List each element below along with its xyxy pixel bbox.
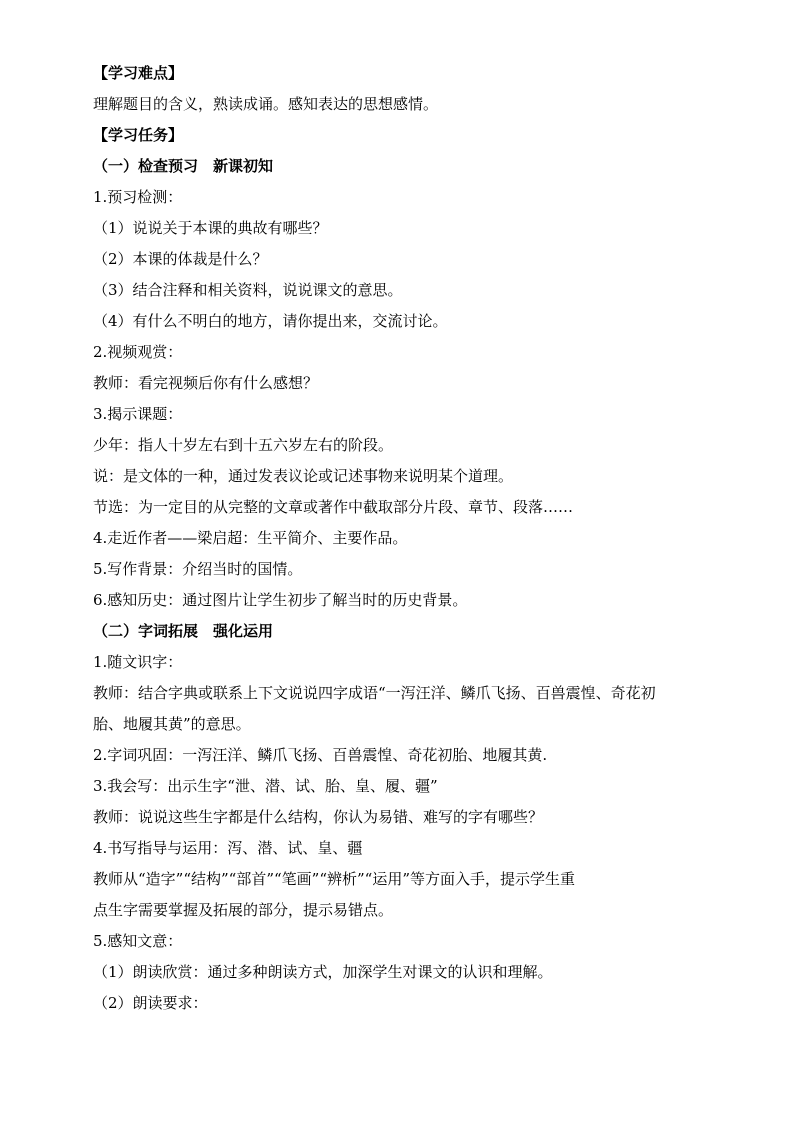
paragraph: 少年：指人十岁左右到十五六岁左右的阶段。 — [93, 436, 394, 454]
heading-learning-difficulties: 【学习难点】 — [93, 64, 184, 82]
list-item: 4.走近作者——梁启超：生平简介、主要作品。 — [93, 529, 408, 547]
paragraph: 教师：看完视频后你有什么感想？ — [93, 374, 319, 392]
paragraph: 点生字需要掌握及拓展的部分，提示易错点。 — [93, 901, 394, 919]
paragraph: 教师：说说这些生字都是什么结构，你认为易错、难写的字有哪些？ — [93, 808, 544, 826]
list-item: 2.字词巩固：一泻汪洋、鳞爪飞扬、百兽震惶、奇花初胎、地履其黄. — [93, 746, 548, 764]
list-item: 6.感知历史：通过图片让学生初步了解当时的历史背景。 — [93, 591, 468, 609]
list-item: 3.揭示课题： — [93, 405, 183, 423]
paragraph: 教师：结合字典或联系上下文说说四字成语“一泻汪洋、鳞爪飞扬、百兽震惶、奇花初 — [93, 684, 656, 702]
paragraph: 说：是文体的一种，通过发表议论或记述事物来说明某个道理。 — [93, 467, 514, 485]
list-item: 5.感知文意： — [93, 932, 183, 950]
sub-list-item: （4）有什么不明白的地方，请你提出来，交流讨论。 — [93, 312, 448, 330]
heading-learning-tasks: 【学习任务】 — [93, 126, 184, 144]
paragraph: 教师从“造字”“结构”“部首”“笔画”“辨析”“运用”等方面入手，提示学生重 — [93, 870, 576, 888]
list-item: 1.预习检测： — [93, 188, 183, 206]
section-heading-vocabulary: （二）字词拓展 强化运用 — [93, 622, 274, 640]
sub-list-item: （3）结合注释和相关资料，说说课文的意思。 — [93, 281, 403, 299]
paragraph: 节选：为一定目的从完整的文章或著作中截取部分片段、章节、段落…… — [93, 498, 574, 516]
list-item: 2.视频观赏： — [93, 343, 183, 361]
document-page — [93, 58, 713, 1019]
sub-list-item: （1）说说关于本课的典故有哪些？ — [93, 219, 328, 237]
paragraph: 理解题目的含义，熟读成诵。感知表达的思想感情。 — [93, 95, 439, 113]
sub-list-item: （2）本课的体裁是什么？ — [93, 250, 268, 268]
paragraph: 胎、地履其黄”的意思。 — [93, 715, 251, 733]
list-item: 5.写作背景：介绍当时的国情。 — [93, 560, 303, 578]
sub-list-item: （1）朗读欣赏：通过多种朗读方式，加深学生对课文的认识和理解。 — [93, 963, 553, 981]
list-item: 3.我会写：出示生字“泄、潜、试、胎、皇、履、疆” — [93, 777, 438, 795]
list-item: 1.随文识字： — [93, 653, 183, 671]
sub-list-item: （2）朗读要求： — [93, 994, 208, 1012]
section-heading-preview: （一）检查预习 新课初知 — [93, 157, 274, 175]
list-item: 4.书写指导与运用：泻、潜、试、皇、疆 — [93, 839, 363, 857]
